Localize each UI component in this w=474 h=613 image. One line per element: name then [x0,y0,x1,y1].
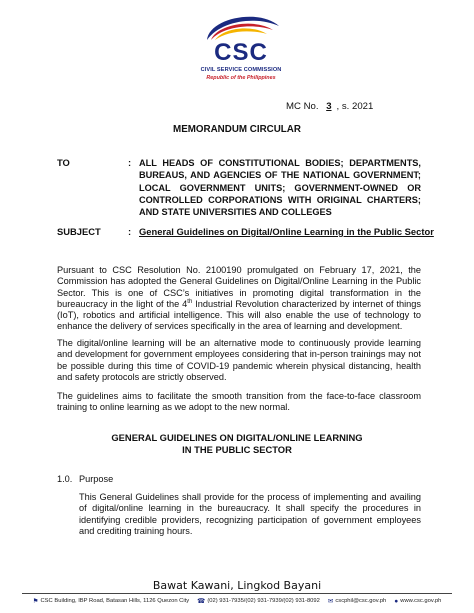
svg-text:CSC: CSC [214,39,268,66]
to-recipients: ALL HEADS OF CONSTITUTIONAL BODIES; DEPARTMENTS, BUREAUS, AND AGENCIES OF THE NATIONAL GOVERNMENT; LOCAL GOVERNMENT UNITS; GOVERNMENT-OWNED OR CONTROLLED CORPORATIONS WITH ORIGINAL CHARTERS; AND STATE UNIVERSITIES AND COLLEGES [139,158,421,218]
csc-logo [199,10,283,84]
paragraph-3: The guidelines aims to facilitate the smooth transition from the face-to-face classroom training to online learning as we adopt to the new normal. [57,391,421,413]
email-icon: ✉ [327,598,334,605]
purpose-label: Purpose [79,474,114,484]
csc-emblem-icon [199,10,283,66]
section-title-line-1: GENERAL GUIDELINES ON DIGITAL/ONLINE LEARNING [111,432,363,443]
globe-icon: ● [394,597,399,605]
paragraph-1-part-a: Pursuant to CSC Resolution No. 2100190 promulgated on February 17, 2021, the Commission has adopted the General Guidelines on Digital/Online Learning in the Public Sector. This is one of CSC’s initiatives in promoting digital transformation in the bureaucracy in the light of the 4 [57,265,421,309]
mc-number-line [286,101,373,112]
footer-contacts [0,597,474,605]
footer-address [33,597,190,605]
footer-website[interactable] [394,598,441,605]
superscript-th: th [187,298,193,305]
paragraph-2: The digital/online learning will be an alternative mode to continuously provide learning and development for government employees considering that in-person trainings may not be possible during this time of COVID-19 pandemic wherein physical distancing, health and safety protocols are strictly observed. [57,338,421,382]
address-text: CSC Building, IBP Road, Batasan Hills, 1126 Quezon City [40,598,190,604]
paragraph-1-part-b: Industrial Revolution characterized by internet of things (IoT), robotics and artificial intelligence. This will also enable the use of technology to enhance the delivery of services specifically in the area of learning and development. [57,298,421,332]
paragraph-1 [57,265,421,333]
phone-icon: ☎ [197,598,206,605]
mc-series: , s. 2021 [336,101,374,112]
to-colon: : [128,157,132,168]
purpose-number: 1.0. [57,474,73,484]
subject-colon: : [128,226,132,237]
website-text[interactable]: www.csc.gov.ph [400,598,442,604]
phone-text: (02) 931-7935/(02) 931-7939/(02) 931-8092 [207,598,320,604]
to-label: TO [57,157,70,168]
mc-number: 3 [326,101,332,112]
logo-subtitle: Republic of the Philippines [206,74,276,81]
footer-divider [22,593,452,594]
mc-prefix: MC No. [286,101,319,112]
subject-text: General Guidelines on Digital/Online Learning in the Public Sector [139,226,434,237]
footer-email[interactable] [328,597,386,605]
memo-title: MEMORANDUM CIRCULAR [173,124,301,135]
subject-label: SUBJECT [57,226,101,237]
purpose-text: This General Guidelines shall provide for the process of implementing and availing of digital/online learning in the bureaucracy. It shall specify the procedures in identifying credible providers, recognizing participation of government employees and crediting training hours. [79,492,421,536]
footer-phone [197,597,320,605]
email-text[interactable]: cscphil@csc.gov.ph [335,598,387,604]
location-pin-icon: ⚑ [32,598,39,605]
motto: Bawat Kawani, Lingkod Bayani [152,579,322,592]
section-title-line-2: IN THE PUBLIC SECTOR [182,444,292,455]
logo-name: CIVIL SERVICE COMMISSION [200,67,282,73]
